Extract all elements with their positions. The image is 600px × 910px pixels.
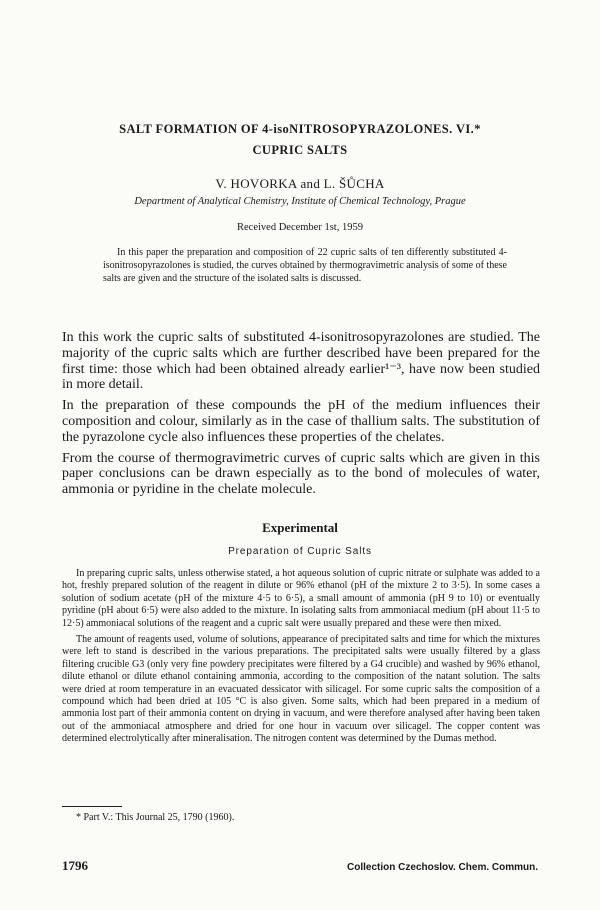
paper-title-line2: CUPRIC SALTS (252, 143, 348, 157)
affiliation: Department of Analytical Chemistry, Institute of Chemical Technology, Prague (134, 196, 466, 207)
experimental-body (62, 568, 540, 750)
abstract: In this paper the preparation and composition of 22 cupric salts of ten differently substituted 4-isonitrosopyrazolones is studied, the curves obtained by thermogravimetric analysis of some of these salts are given and the structure of the isolated salts is discussed. (103, 247, 507, 284)
journal-name: Collection Czechoslov. Chem. Commun. (347, 862, 538, 873)
section-heading-experimental: Experimental (262, 520, 338, 535)
intro-paragraph: From the course of thermogravimetric curves of cupric salts which are given in this paper conclusions can be drawn especially as to the bond of molecules of water, ammonia or pyridine in the chelate molecule. (62, 450, 540, 498)
footnote-rule (62, 806, 122, 807)
page-number: 1796 (62, 858, 88, 873)
authors: V. HOVORKA and L. ŠŮCHA (215, 176, 385, 191)
intro-paragraph: In the preparation of these compounds the pH of the medium influences their composition and colour, similarly as in the case of thallium salts. The substitution of the pyrazolone cycle also influences these properties of the chelates. (62, 398, 540, 445)
intro-paragraph: In this work the cupric salts of substituted 4-isonitrosopyrazolones are studied. The majority of the cupric salts which are further described have been prepared for the first time: those which had been obtained already earlier¹⁻³, have now been studied in more detail. (62, 330, 540, 393)
paper-title-line1: SALT FORMATION OF 4-isoNITROSOPYRAZOLONES. VI.* (119, 122, 481, 136)
body-paragraph: In preparing cupric salts, unless otherwise stated, a hot aqueous solution of cupric nitrate or sulphate was added to a hot, freshly prepared solution of the reagent in dilute or 96% ethanol (pH of the mixture 2 to 3·5). In some cases a solution of sodium acetate (pH of the mixture 4·5 to 6·5), a small amount of ammonia (pH 9 to 10) or eventually pyridine (pH about 6·5) were also added to the mixture. In isolating salts from ammoniacal medium (pH about 11·5 to 12·5) ammoniacal solutions of the reagent and a cupric salt were usually prepared and these were then mixed. (62, 568, 540, 629)
subsection-heading: Preparation of Cupric Salts (228, 546, 372, 557)
introduction (62, 330, 540, 503)
footnote: * Part V.: This Journal 25, 1790 (1960). (76, 812, 235, 823)
received-date: Received December 1st, 1959 (237, 222, 363, 233)
body-paragraph: The amount of reagents used, volume of solutions, appearance of precipitated salts and time for which the mixtures were left to stand is described in the various preparations. The precipitated salts were usually filtered by a glass filtering crucible G3 (only very fine powdery precipitates were filtered by a G4 crucible) and washed by 96% ethanol, dilute ethanol or dilute ethanol containing ammonia, according to the composition of the natant solution. The salts were dried at room temperature in an evacuated dessicator with silicagel. For some cupric salts the composition of a compound which had been dried at 105 °C is also given. Some salts, which had been prepared in a medium of ammonia lost part of their ammonia content on drying in vacuum, and were therefore analysed after having been taken out of the ammoniacal atmosphere and dried for one hour in vacuum over silicagel. The copper content was determined electrolytically after mineralisation. The nitrogen content was determined by the Dumas method. (62, 634, 540, 745)
